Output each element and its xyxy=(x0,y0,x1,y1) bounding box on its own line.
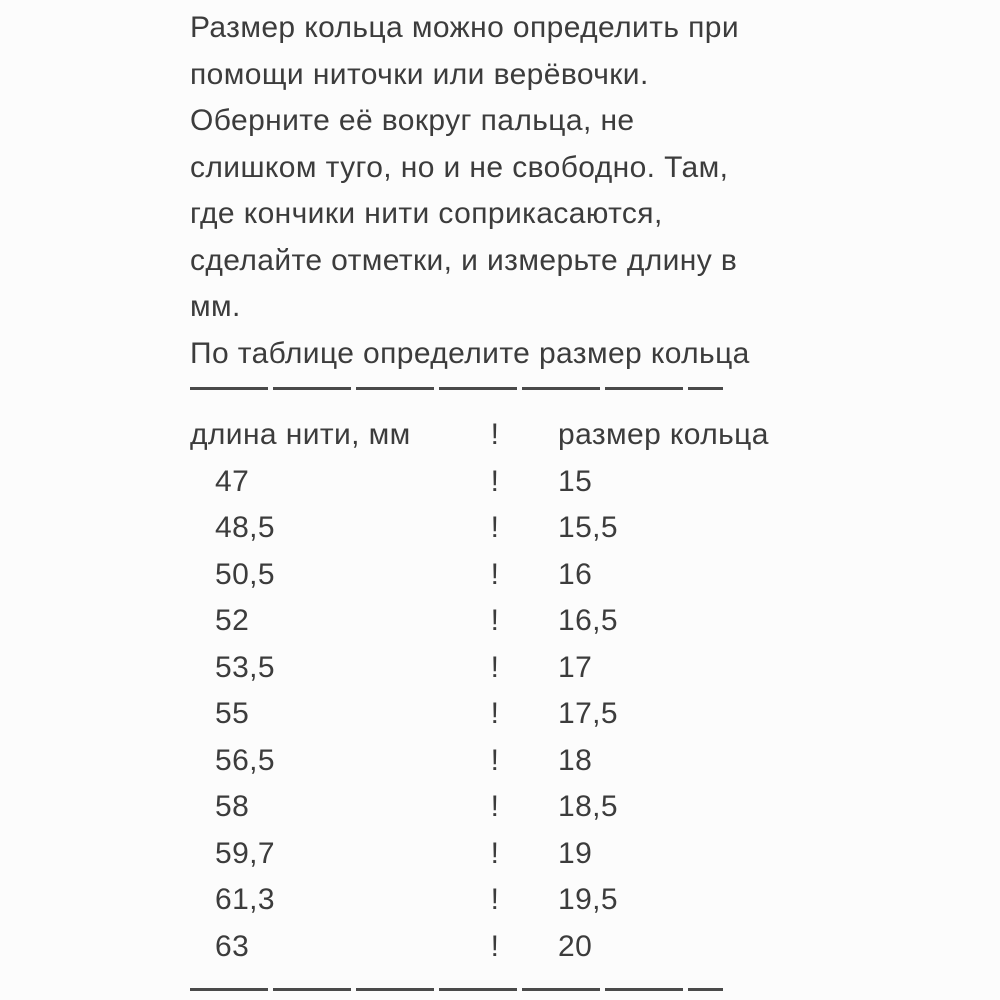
divider-top xyxy=(190,387,723,390)
row-separator: ! xyxy=(490,790,500,823)
row-size-value: 17,5 xyxy=(558,697,618,730)
row-length-value: 56,5 xyxy=(215,743,275,777)
header-size-label: размер кольца xyxy=(558,418,769,451)
row-length-value: 55 xyxy=(215,697,250,730)
row-separator: ! xyxy=(490,511,500,544)
intro-line: Размер кольца можно определить при xyxy=(190,11,739,44)
row-size-value: 15 xyxy=(558,464,593,498)
intro-paragraph xyxy=(190,5,815,377)
row-separator: ! xyxy=(490,836,500,870)
divider-bottom xyxy=(190,988,723,991)
row-separator: ! xyxy=(490,743,500,777)
row-length-value: 47 xyxy=(215,464,250,498)
row-length-value: 48,5 xyxy=(215,511,275,544)
intro-line: помощи ниточки или верёвочки. xyxy=(190,57,649,91)
intro-line: По таблице определите размер кольца xyxy=(190,336,750,370)
row-separator: ! xyxy=(490,464,500,498)
row-separator: ! xyxy=(490,604,500,637)
table-header-row xyxy=(190,412,815,459)
table-row xyxy=(190,459,815,506)
row-size-value: 20 xyxy=(558,929,593,963)
ring-size-table xyxy=(190,412,815,970)
intro-line: мм. xyxy=(190,290,241,323)
row-separator: ! xyxy=(490,557,500,591)
row-length-value: 58 xyxy=(215,790,250,823)
intro-line: где кончики нити соприкасаются, xyxy=(190,197,663,230)
header-separator: ! xyxy=(490,418,500,451)
row-size-value: 18,5 xyxy=(558,790,618,823)
row-size-value: 15,5 xyxy=(558,511,618,544)
table-row xyxy=(190,598,815,645)
row-size-value: 19,5 xyxy=(558,883,618,916)
content-column xyxy=(190,5,815,991)
table-row xyxy=(190,505,815,552)
table-row xyxy=(190,924,815,971)
table-row xyxy=(190,831,815,878)
table-row xyxy=(190,691,815,738)
table-row xyxy=(190,552,815,599)
header-length-label: длина нити, мм xyxy=(190,418,411,451)
intro-line: сделайте отметки, и измерьте длину в xyxy=(190,243,738,277)
table-row xyxy=(190,738,815,785)
row-length-value: 52 xyxy=(215,604,250,637)
row-size-value: 16 xyxy=(558,557,593,591)
row-size-value: 17 xyxy=(558,650,593,684)
row-length-value: 59,7 xyxy=(215,836,275,870)
table-row xyxy=(190,877,815,924)
row-size-value: 16,5 xyxy=(558,604,618,637)
row-length-value: 50,5 xyxy=(215,557,275,591)
row-length-value: 61,3 xyxy=(215,883,275,916)
row-size-value: 18 xyxy=(558,743,593,777)
row-separator: ! xyxy=(490,929,500,963)
intro-line: слишком туго, но и не свободно. Там, xyxy=(190,150,729,184)
row-separator: ! xyxy=(490,883,500,916)
row-length-value: 53,5 xyxy=(215,650,275,684)
row-separator: ! xyxy=(490,650,500,684)
table-row xyxy=(190,784,815,831)
intro-line: Оберните её вокруг пальца, не xyxy=(190,104,635,137)
table-row xyxy=(190,645,815,692)
row-separator: ! xyxy=(490,697,500,730)
row-size-value: 19 xyxy=(558,836,593,870)
row-length-value: 63 xyxy=(215,929,250,963)
